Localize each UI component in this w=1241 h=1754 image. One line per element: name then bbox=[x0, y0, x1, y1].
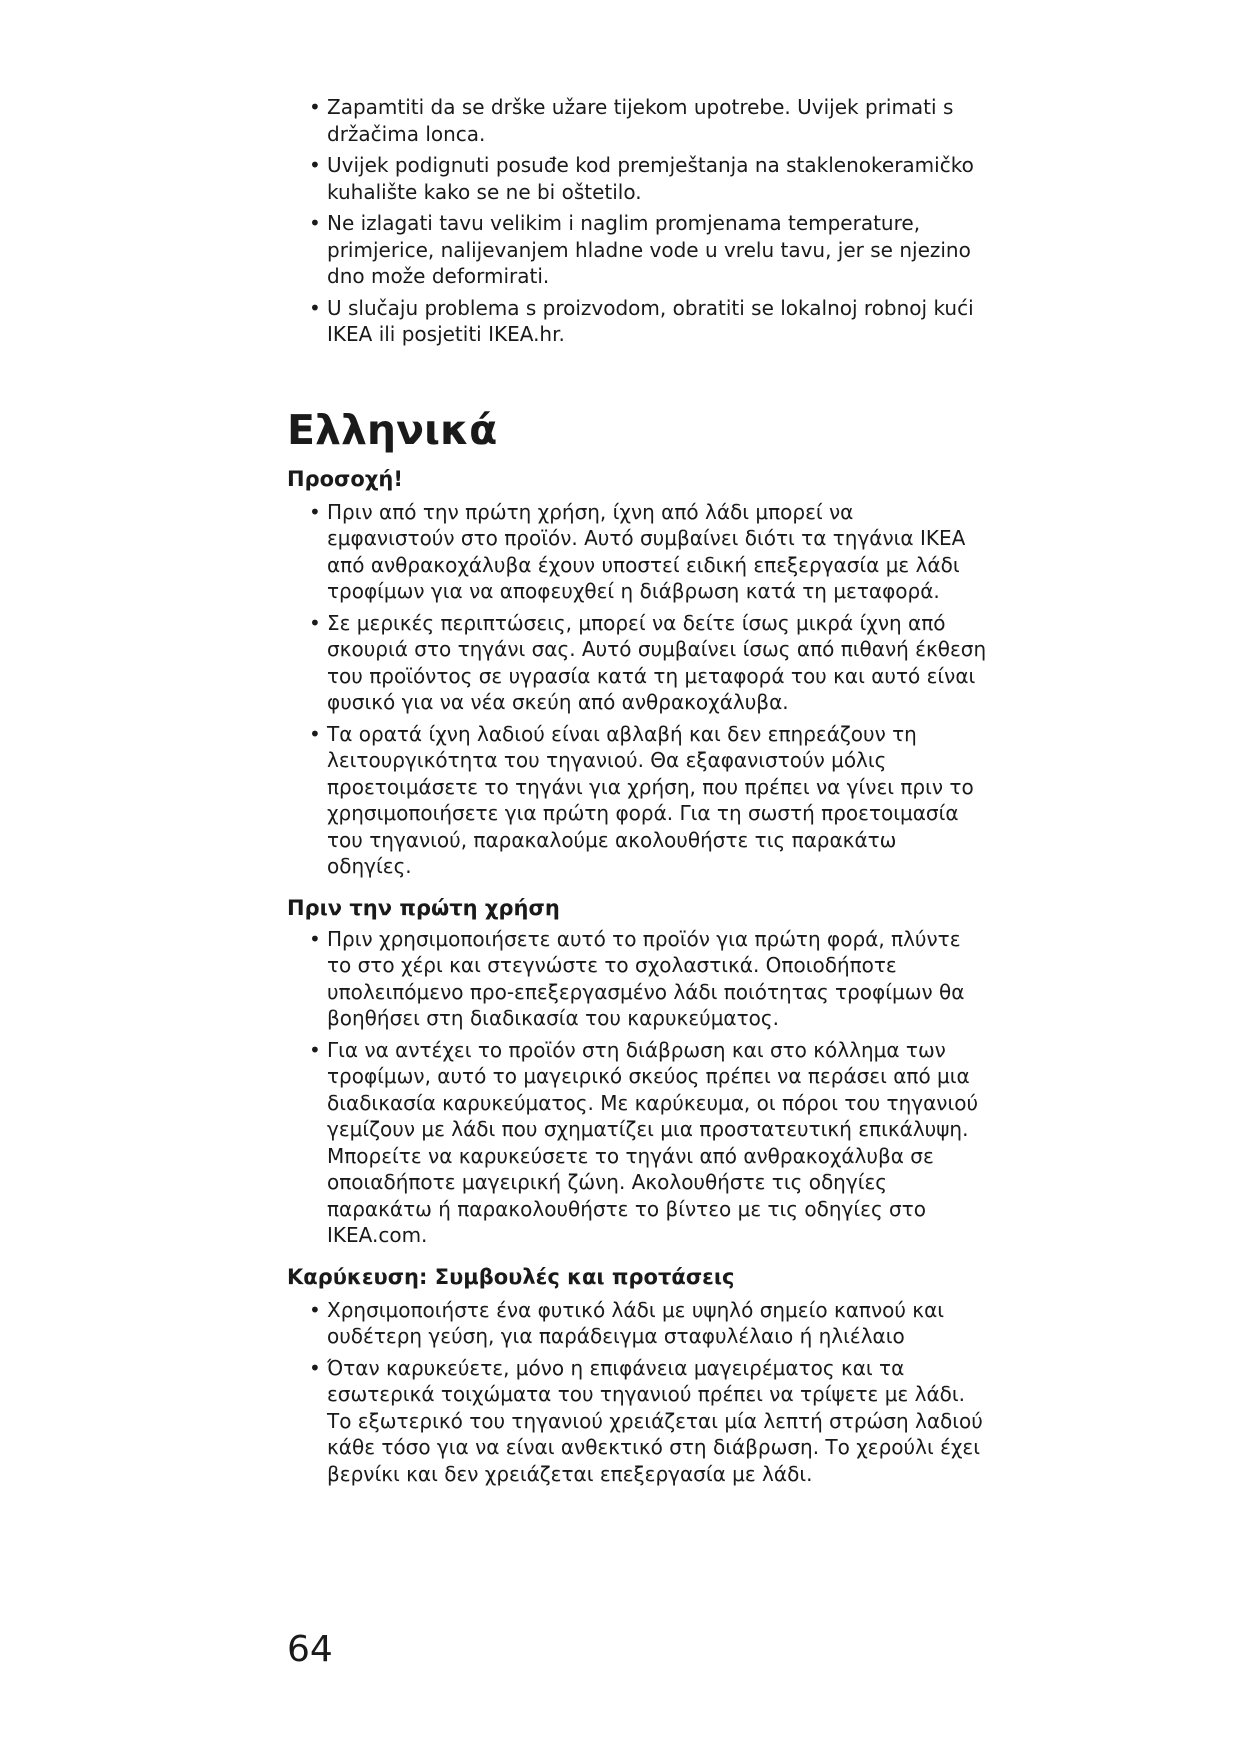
croatian-bullet-list bbox=[287, 94, 987, 348]
language-title: Ελληνικά bbox=[287, 405, 498, 454]
list-item: • Uvijek podignuti posuđe kod premještanja na staklenokeramičko kuhalište kako se ne bi oštetilo. bbox=[287, 152, 987, 205]
page-number: 64 bbox=[287, 1629, 333, 1670]
list-item: • Σε μερικές περιπτώσεις, μπορεί να δείτε ίσως μικρά ίχνη από σκουριά στο τηγάνι σας. Αυτό συμβαίνει ίσως από πιθανή έκθεση του προϊόντος σε υγρασία κατά τη μεταφορά του και αυτό είναι φυσικό για να νέα σκεύη από ανθρακοχάλυβα. bbox=[287, 610, 987, 716]
list-item: • Για να αντέχει το προϊόν στη διάβρωση και στο κόλλημα των τροφίμων, αυτό το μαγειρικό σκεύος πρέπει να περάσει από μια διαδικασία καρυκεύματος. Με καρύκευμα, οι πόροι του τηγανιού γεμίζουν με λάδι που σχηματίζει μια προστατευτική επικάλυψη. Μπορείτε να καρυκεύσετε το τηγάνι από ανθρακοχάλυβα σε οποιαδήποτε μαγειρική ζώνη. Ακολουθήστε τις οδηγίες παρακάτω ή παρακολουθήστε το βίντεο με τις οδηγίες στο IKEA.com. bbox=[287, 1037, 987, 1249]
list-item: • Πριν χρησιμοποιήσετε αυτό το προϊόν για πρώτη φορά, πλύντε το στο χέρι και στεγνώστε το σχολαστικά. Οποιοδήποτε υπολειπόμενο προ-επεξεργασμένο λάδι ποιότητας τροφίμων θα βοηθήσει στη διαδικασία του καρυκεύματος. bbox=[287, 926, 987, 1032]
seasoning-heading: Καρύκευση: Συμβουλές και προτάσεις bbox=[287, 1264, 735, 1289]
before-first-use-heading: Πριν την πρώτη χρήση bbox=[287, 895, 560, 920]
caution-heading: Προσοχή! bbox=[287, 466, 403, 491]
caution-bullet-list bbox=[287, 499, 987, 880]
list-item: • Ne izlagati tavu velikim i naglim promjenama temperature, primjerice, nalijevanjem hladne vode u vrelu tavu, jer se njezino dno može deformirati. bbox=[287, 210, 987, 290]
before-first-use-bullet-list bbox=[287, 926, 987, 1249]
list-item: • Όταν καρυκεύετε, μόνο η επιφάνεια μαγειρέματος και τα εσωτερικά τοιχώματα του τηγανιού πρέπει να τρίψετε με λάδι. Το εξωτερικό του τηγανιού χρειάζεται μία λεπτή στρώση λαδιού κάθε τόσο για να είναι ανθεκτικό στη διάβρωση. Το χερούλι έχει βερνίκι και δεν χρειάζεται επεξεργασία με λάδι. bbox=[287, 1355, 987, 1488]
list-item: • Πριν από την πρώτη χρήση, ίχνη από λάδι μπορεί να εμφανιστούν στο προϊόν. Αυτό συμβαίνει διότι τα τηγάνια IKEA από ανθρακοχάλυβα έχουν υποστεί ειδική επεξεργασία με λάδι τροφίμων για να αποφευχθεί η διάβρωση κατά τη μεταφορά. bbox=[287, 499, 987, 605]
list-item: • U slučaju problema s proizvodom, obratiti se lokalnoj robnoj kući IKEA ili posjetiti IKEA.hr. bbox=[287, 295, 987, 348]
list-item: • Χρησιμοποιήστε ένα φυτικό λάδι με υψηλό σημείο καπνού και ουδέτερη γεύση, για παράδειγμα σταφυλέλαιο ή ηλιέλαιο bbox=[287, 1297, 987, 1350]
list-item: • Τα ορατά ίχνη λαδιού είναι αβλαβή και δεν επηρεάζουν τη λειτουργικότητα του τηγανιού. Θα εξαφανιστούν μόλις προετοιμάσετε το τηγάνι για χρήση, που πρέπει να γίνει πριν το χρησιμοποιήσετε για πρώτη φορά. Για τη σωστή προετοιμασία του τηγανιού, παρακαλούμε ακολουθήστε τις παρακάτω οδηγίες. bbox=[287, 721, 987, 880]
seasoning-bullet-list bbox=[287, 1297, 987, 1488]
list-item: • Zapamtiti da se drške užare tijekom upotrebe. Uvijek primati s držačima lonca. bbox=[287, 94, 987, 147]
page-content bbox=[287, 94, 987, 1492]
